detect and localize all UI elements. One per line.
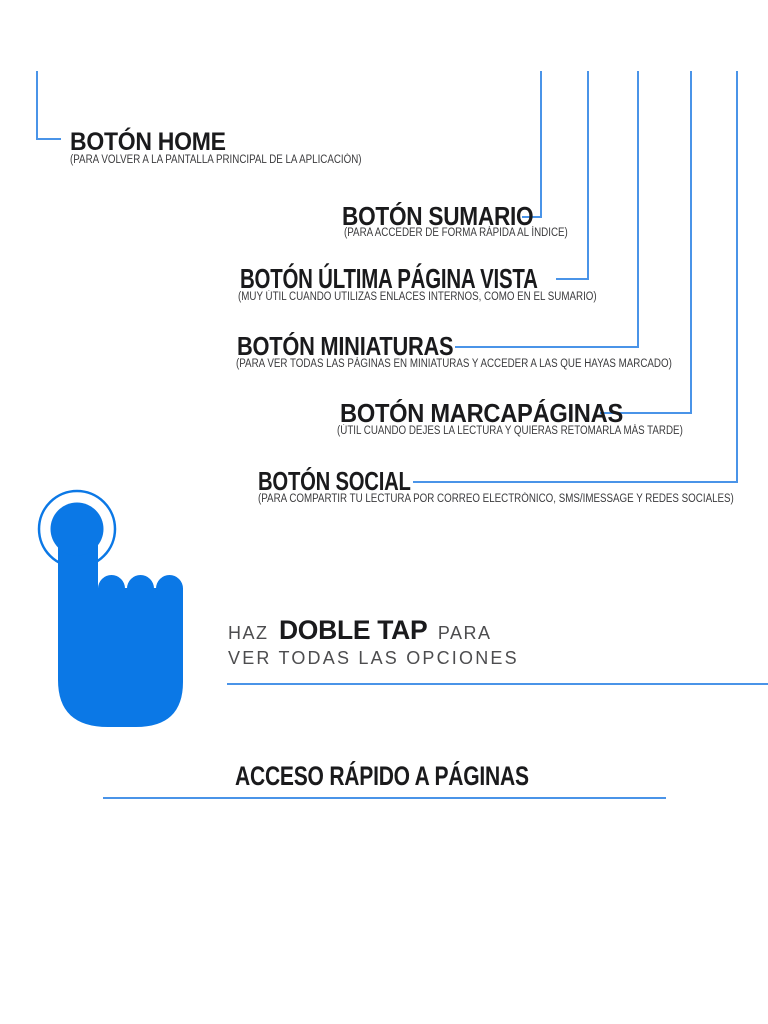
button-title-ultima-pagina-vista: BOTÓN ÚLTIMA PÁGINA VISTA (240, 263, 538, 294)
tap-word-haz: HAZ (228, 623, 269, 643)
button-description-sumario: (PARA ACCEDER DE FORMA RÁPIDA AL ÍNDICE) (344, 227, 568, 239)
button-description-miniaturas: (PARA VER TODAS LAS PÁGINAS EN MINIATURAS Y ACCEDER A LAS QUE HAYAS MARCADO) (236, 358, 672, 370)
tap-word-doble-tap: DOBLE TAP (278, 615, 428, 645)
callout-line-home (36, 71, 61, 140)
button-title-miniaturas: BOTÓN MINIATURAS (237, 331, 454, 361)
tap-word-para: PARA (437, 623, 492, 643)
tap-instruction-line1 (228, 617, 492, 644)
section-heading-quick-access: ACCESO RÁPIDO A PÁGINAS (235, 761, 529, 791)
double-tap-hand-icon (18, 480, 198, 740)
section-divider-line (103, 797, 666, 799)
button-title-marcapaginas: BOTÓN MARCAPÁGINAS (340, 398, 623, 428)
button-title-home: BOTÓN HOME (70, 128, 226, 156)
button-title-sumario: BOTÓN SUMARIO (342, 201, 534, 231)
button-description-marcapaginas: (ÚTIL CUANDO DEJES LA LECTURA Y QUIERAS RETOMARLA MÁS TARDE) (337, 425, 683, 437)
button-title-social: BOTÓN SOCIAL (258, 466, 411, 496)
button-description-home: (PARA VOLVER A LA PANTALLA PRINCIPAL DE LA APLICACIÓN) (70, 154, 362, 166)
options-divider-line (227, 683, 768, 685)
button-description-social: (PARA COMPARTIR TU LECTURA POR CORREO ELECTRÓNICO, SMS/IMESSAGE Y REDES SOCIALES) (258, 493, 734, 505)
button-description-ultima-pagina-vista: (MUY ÚTIL CUANDO UTILIZAS ENLACES INTERNOS, COMO EN EL SUMARIO) (238, 291, 597, 303)
tap-instruction-line2: VER TODAS LAS OPCIONES (228, 648, 519, 668)
